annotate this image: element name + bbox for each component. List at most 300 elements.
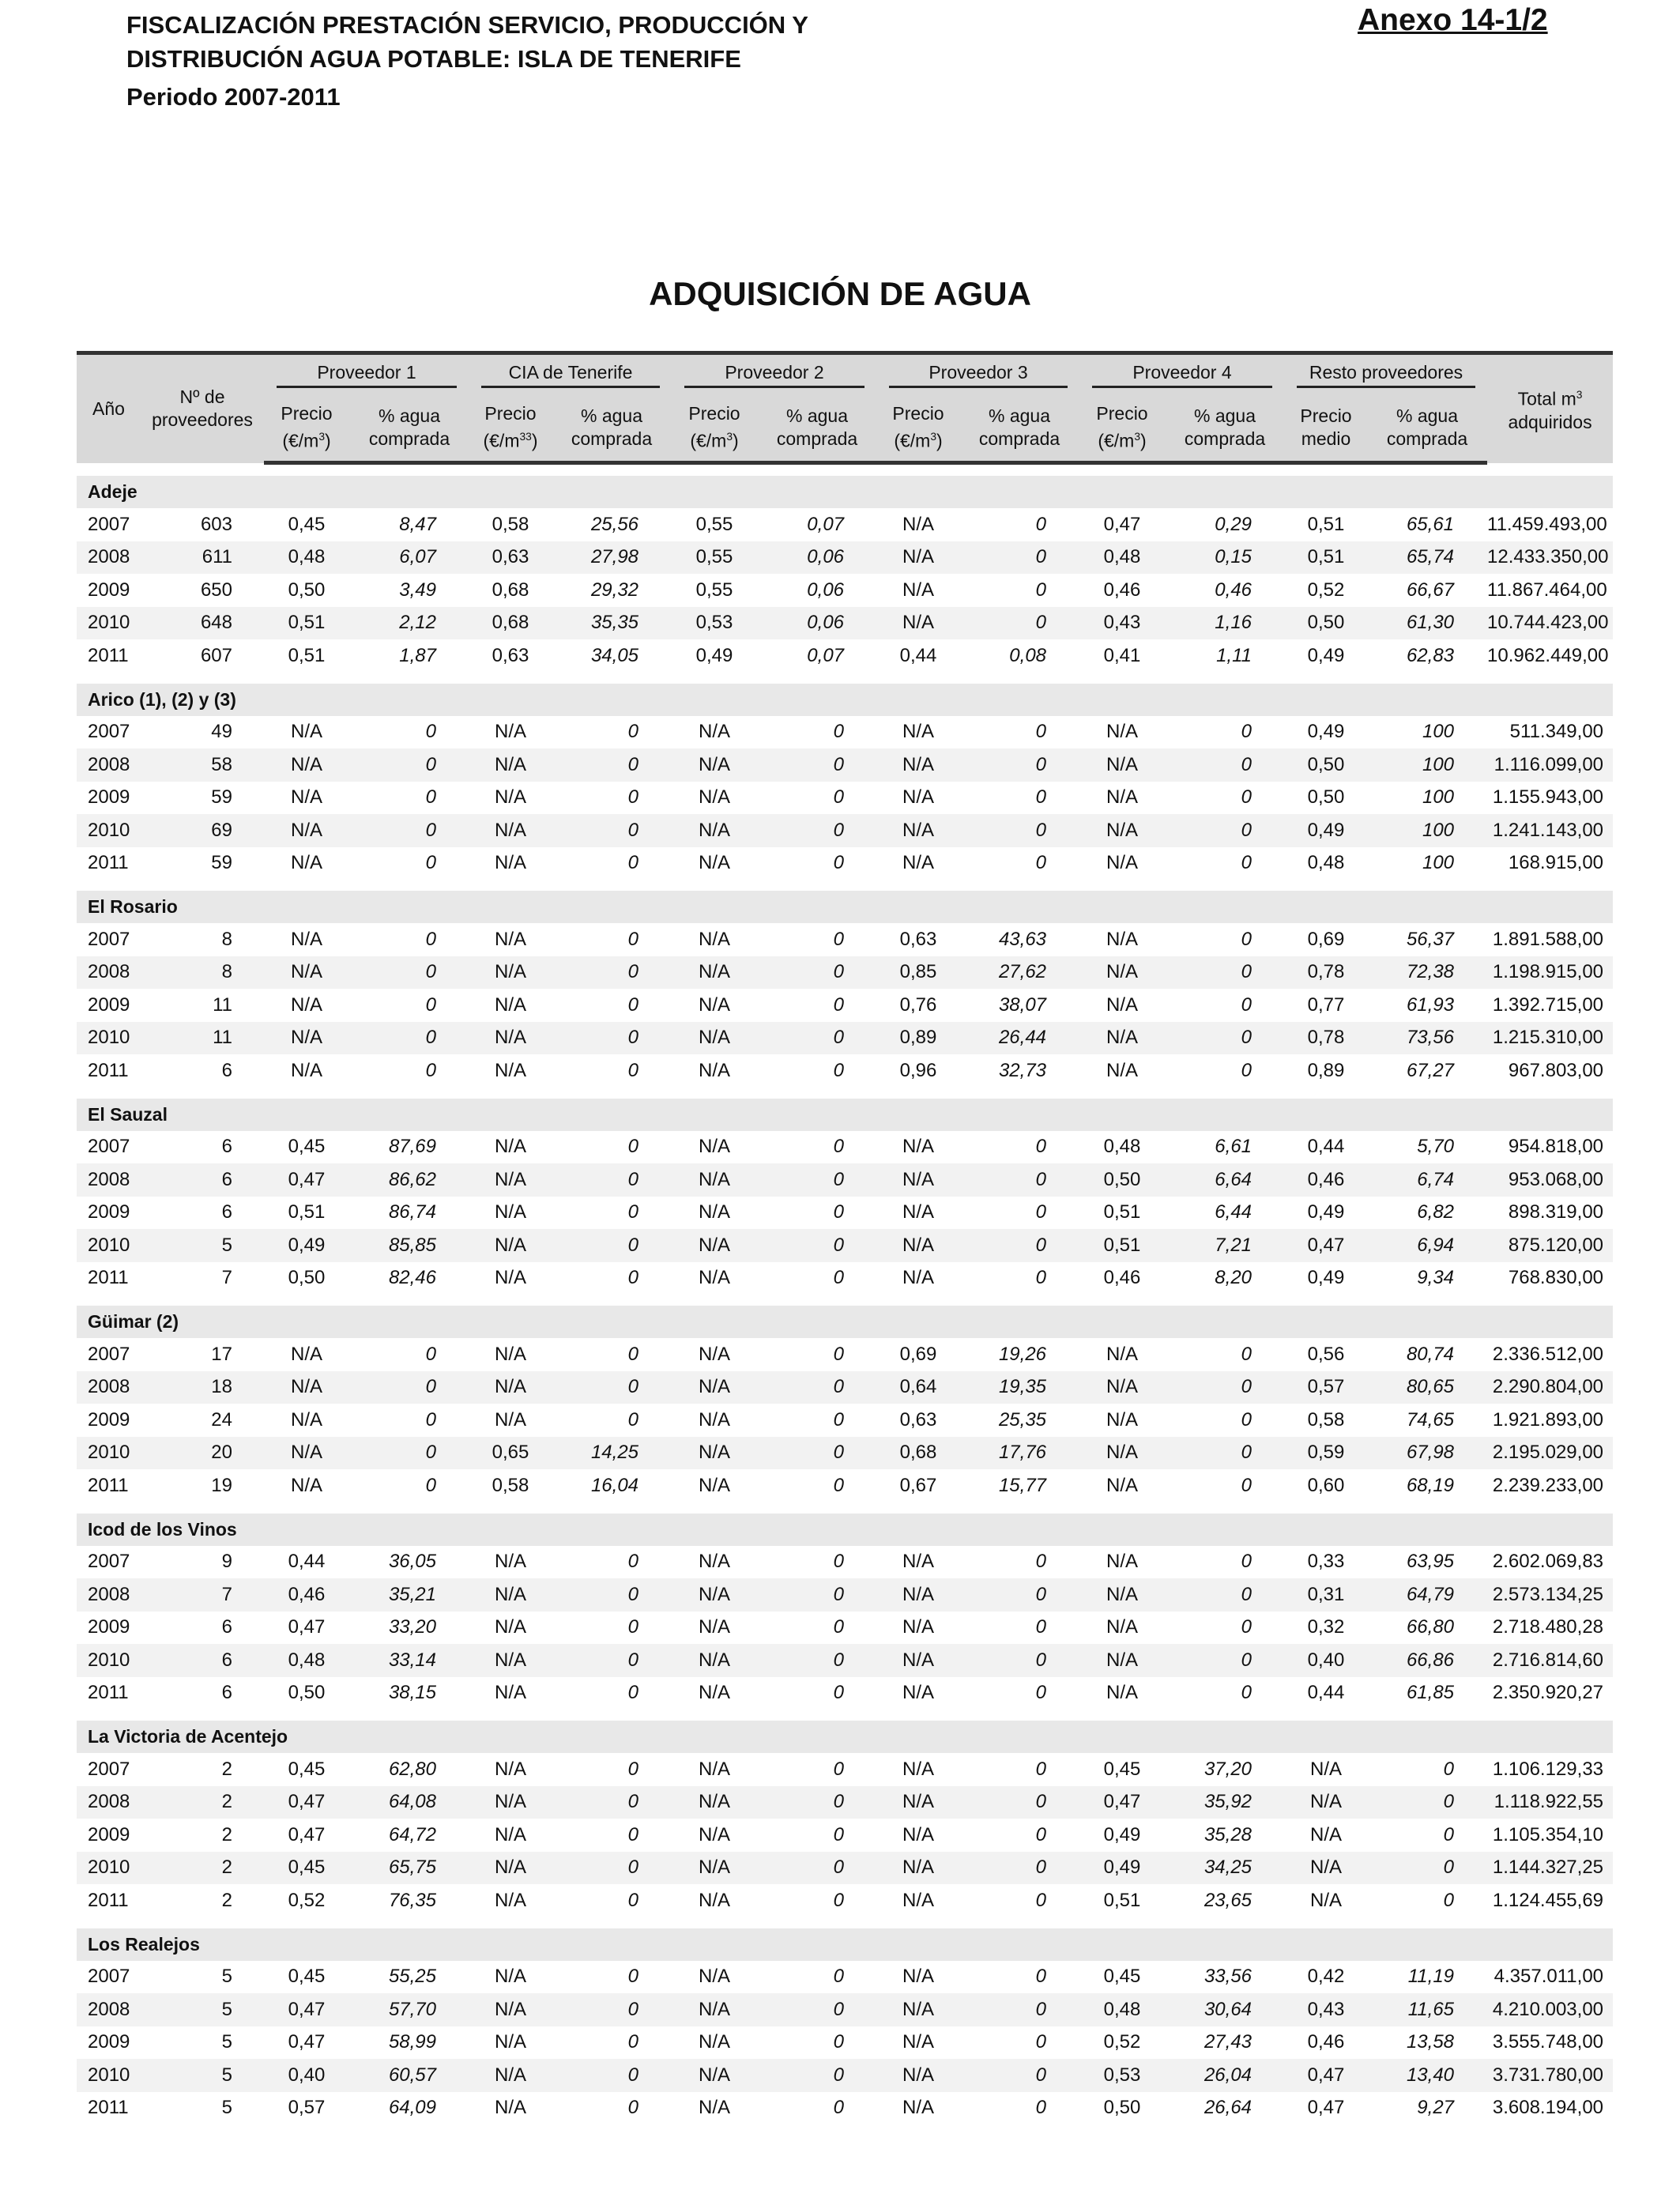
total-cell: 1.116.099,00 bbox=[1487, 748, 1613, 782]
percent-cell: 0 bbox=[1241, 928, 1252, 950]
table-row bbox=[77, 1022, 1613, 1055]
price-cell: N/A bbox=[494, 721, 526, 743]
percent-cell: 14,25 bbox=[552, 1437, 672, 1470]
section-row bbox=[77, 1514, 1613, 1546]
percent-cell: 0 bbox=[627, 1267, 639, 1289]
price-cell: 0,64 bbox=[877, 1371, 959, 1404]
price-cell: 0,47 bbox=[1285, 2059, 1367, 2092]
price-cell: N/A bbox=[1106, 1059, 1139, 1081]
percent-cell: 9,27 bbox=[1417, 2097, 1455, 2119]
providers-count-cell: 6 bbox=[221, 1682, 232, 1704]
percent-cell: 2,12 bbox=[349, 607, 469, 640]
percent-cell: 33,56 bbox=[1203, 1966, 1252, 1988]
percent-cell: 0 bbox=[1241, 786, 1252, 809]
percent-cell: 33,20 bbox=[388, 1616, 436, 1638]
table-row bbox=[77, 1677, 1613, 1710]
table-row bbox=[77, 1131, 1613, 1164]
providers-count-cell: 6 bbox=[141, 1644, 264, 1677]
total-cell: 1.921.893,00 bbox=[1492, 1408, 1604, 1431]
total-cell: 768.830,00 bbox=[1508, 1267, 1604, 1289]
percent-cell: 0 bbox=[552, 814, 672, 847]
price-cell: N/A bbox=[1106, 928, 1139, 950]
year-cell: 2008 bbox=[77, 956, 141, 990]
percent-cell: 34,05 bbox=[590, 644, 639, 666]
percent-cell: 43,63 bbox=[998, 928, 1047, 950]
price-cell: N/A bbox=[902, 1136, 935, 1158]
price-cell: N/A bbox=[672, 748, 757, 782]
percent-cell: 38,15 bbox=[388, 1682, 436, 1704]
group-header-proveedor-3: Proveedor 3 bbox=[877, 353, 1079, 395]
providers-count-cell: 607 bbox=[200, 644, 232, 666]
providers-count-cell: 611 bbox=[141, 541, 264, 575]
price-cell: N/A bbox=[902, 852, 935, 874]
percent-cell: 35,28 bbox=[1203, 1823, 1252, 1845]
percent-cell: 0 bbox=[552, 1644, 672, 1677]
total-cell: 1.106.129,33 bbox=[1492, 1758, 1604, 1780]
percent-cell: 0 bbox=[627, 1201, 639, 1223]
price-cell: 0,45 bbox=[288, 1136, 326, 1158]
price-cell: 0,50 bbox=[1285, 748, 1367, 782]
year-cell: 2009 bbox=[88, 1823, 130, 1845]
price-cell: N/A bbox=[699, 852, 731, 874]
price-cell: N/A bbox=[494, 1889, 526, 1911]
price-cell: N/A bbox=[1106, 993, 1139, 1016]
percent-cell: 0 bbox=[757, 1578, 877, 1612]
percent-cell: 67,27 bbox=[1406, 1059, 1455, 1081]
price-cell: 0,52 bbox=[1307, 579, 1345, 601]
providers-count-cell: 19 bbox=[211, 1474, 232, 1496]
price-cell: 0,50 bbox=[1103, 2097, 1141, 2119]
price-cell: 0,59 bbox=[1285, 1437, 1367, 1470]
total-cell: 967.803,00 bbox=[1508, 1059, 1604, 1081]
percent-cell: 0 bbox=[1035, 786, 1047, 809]
price-cell: N/A bbox=[1079, 1644, 1165, 1677]
percent-cell: 0 bbox=[1165, 1371, 1285, 1404]
percent-cell: 0 bbox=[552, 748, 672, 782]
price-cell: N/A bbox=[494, 852, 526, 874]
price-cell: 0,49 bbox=[1307, 721, 1345, 743]
providers-count-cell: 18 bbox=[141, 1371, 264, 1404]
table-row bbox=[77, 2059, 1613, 2092]
price-cell: N/A bbox=[264, 1437, 349, 1470]
percent-cell: 72,38 bbox=[1367, 956, 1487, 990]
percent-cell: 65,61 bbox=[1406, 513, 1455, 535]
section-row bbox=[77, 1099, 1613, 1131]
percent-cell: 0 bbox=[833, 786, 845, 809]
municipality-name: La Victoria de Acentejo bbox=[77, 1721, 1613, 1753]
municipality-name: Adeje bbox=[77, 476, 1613, 508]
price-cell: N/A bbox=[699, 1682, 731, 1704]
price-cell: N/A bbox=[290, 1408, 322, 1431]
year-cell: 2009 bbox=[88, 1201, 130, 1223]
percent-cell: 0 bbox=[1165, 1437, 1285, 1470]
price-cell: 0,45 bbox=[264, 1852, 349, 1885]
total-cell: 1.215.310,00 bbox=[1487, 1022, 1613, 1055]
table-row bbox=[77, 814, 1613, 847]
price-cell: N/A bbox=[672, 1437, 757, 1470]
price-cell: 0,51 bbox=[288, 644, 326, 666]
percent-cell: 0 bbox=[833, 1682, 845, 1704]
table-row bbox=[77, 1437, 1613, 1470]
percent-cell: 0 bbox=[627, 721, 639, 743]
percent-cell: 29,32 bbox=[590, 579, 639, 601]
price-cell: 0,63 bbox=[492, 644, 529, 666]
percent-cell: 0 bbox=[757, 1437, 877, 1470]
price-cell: 0,50 bbox=[288, 1267, 326, 1289]
percent-cell: 7,21 bbox=[1165, 1229, 1285, 1262]
percent-cell: 23,65 bbox=[1203, 1889, 1252, 1911]
percent-cell: 64,09 bbox=[388, 2097, 436, 2119]
percent-cell: 0 bbox=[552, 956, 672, 990]
table-row bbox=[77, 2092, 1613, 2125]
price-cell: N/A bbox=[1079, 1437, 1165, 1470]
providers-count-cell: 603 bbox=[200, 513, 232, 535]
section-row bbox=[77, 891, 1613, 923]
price-cell: N/A bbox=[494, 2097, 526, 2119]
year-cell: 2011 bbox=[88, 1682, 129, 1704]
percent-cell: 0 bbox=[1241, 1616, 1252, 1638]
price-cell: N/A bbox=[699, 928, 731, 950]
price-cell: 0,42 bbox=[1307, 1966, 1345, 1988]
section-row bbox=[77, 476, 1613, 508]
price-cell: 0,49 bbox=[1307, 1201, 1345, 1223]
percent-cell: 0 bbox=[425, 1474, 436, 1496]
providers-count-cell: 650 bbox=[200, 579, 232, 601]
price-cell: 0,56 bbox=[1307, 1343, 1345, 1365]
price-cell: N/A bbox=[902, 1823, 935, 1845]
percent-cell: 0 bbox=[552, 1786, 672, 1819]
providers-count-cell: 8 bbox=[141, 956, 264, 990]
percent-cell: 36,05 bbox=[388, 1551, 436, 1573]
percent-cell: 17,76 bbox=[959, 1437, 1079, 1470]
table-row bbox=[77, 1229, 1613, 1262]
percent-cell: 0 bbox=[425, 993, 436, 1016]
table-row bbox=[77, 1404, 1613, 1437]
percent-cell: 0 bbox=[425, 721, 436, 743]
percent-cell: 0 bbox=[425, 1059, 436, 1081]
price-cell: N/A bbox=[469, 1852, 552, 1885]
price-cell: N/A bbox=[290, 1474, 322, 1496]
percent-cell: 15,77 bbox=[998, 1474, 1047, 1496]
year-cell: 2010 bbox=[77, 607, 141, 640]
price-cell: N/A bbox=[264, 1371, 349, 1404]
percent-cell: 0 bbox=[425, 852, 436, 874]
providers-count-cell: 6 bbox=[221, 1136, 232, 1158]
price-cell: 0,44 bbox=[288, 1551, 326, 1573]
price-cell: N/A bbox=[699, 1758, 731, 1780]
percent-cell: 0 bbox=[833, 1551, 845, 1573]
price-cell: N/A bbox=[1106, 786, 1139, 809]
price-cell: N/A bbox=[902, 2031, 935, 2053]
percent-cell: 74,65 bbox=[1406, 1408, 1455, 1431]
price-cell: N/A bbox=[699, 1889, 731, 1911]
price-cell: 0,50 bbox=[288, 579, 326, 601]
price-cell: N/A bbox=[672, 1786, 757, 1819]
price-cell: N/A bbox=[290, 852, 322, 874]
price-cell: N/A bbox=[290, 1343, 322, 1365]
percent-cell: 0 bbox=[1443, 1889, 1455, 1911]
total-cell: 898.319,00 bbox=[1508, 1201, 1604, 1223]
providers-count-cell: 7 bbox=[141, 1578, 264, 1612]
price-subheader: Precio $(€/m^3)$ bbox=[264, 394, 349, 463]
percent-subheader: % agua comprada bbox=[757, 394, 877, 463]
percent-cell: 0 bbox=[627, 1408, 639, 1431]
price-cell: 0,67 bbox=[899, 1474, 937, 1496]
price-cell: N/A bbox=[672, 1163, 757, 1197]
total-cell: 10.962.449,00 bbox=[1487, 644, 1609, 666]
table-row bbox=[77, 639, 1613, 673]
percent-cell: 0 bbox=[425, 786, 436, 809]
percent-cell: 61,85 bbox=[1406, 1682, 1455, 1704]
report-period: Periodo 2007-2011 bbox=[126, 83, 341, 111]
percent-cell: 64,72 bbox=[388, 1823, 436, 1845]
percent-cell: 0 bbox=[1035, 2097, 1047, 2119]
percent-cell: 0 bbox=[627, 2031, 639, 2053]
price-cell: 0,48 bbox=[264, 1644, 349, 1677]
percent-cell: 0 bbox=[552, 1993, 672, 2026]
price-cell: N/A bbox=[494, 993, 526, 1016]
percent-cell: 0 bbox=[1241, 1551, 1252, 1573]
price-cell: N/A bbox=[1310, 1823, 1343, 1845]
price-cell: 0,44 bbox=[899, 644, 937, 666]
year-cell: 2010 bbox=[77, 1022, 141, 1055]
percent-cell: 0 bbox=[552, 1022, 672, 1055]
price-cell: 0,49 bbox=[1079, 1852, 1165, 1885]
price-cell: 0,65 bbox=[469, 1437, 552, 1470]
percent-cell: 0 bbox=[833, 1966, 845, 1988]
price-cell: 0,49 bbox=[1307, 644, 1345, 666]
percent-cell: 86,74 bbox=[388, 1201, 436, 1223]
percent-cell: 1,16 bbox=[1165, 607, 1285, 640]
percent-cell: 0 bbox=[1241, 1408, 1252, 1431]
percent-cell: 0 bbox=[1035, 513, 1047, 535]
providers-count-cell: 6 bbox=[221, 1201, 232, 1223]
percent-cell: 0 bbox=[833, 1758, 845, 1780]
providers-count-cell: 2 bbox=[221, 1823, 232, 1845]
price-cell: N/A bbox=[699, 2097, 731, 2119]
percent-subheader: % agua comprada bbox=[959, 394, 1079, 463]
percent-cell: 0 bbox=[833, 928, 845, 950]
year-cell: 2008 bbox=[77, 1578, 141, 1612]
percent-cell: 0,06 bbox=[757, 541, 877, 575]
price-cell: 0,49 bbox=[1307, 1267, 1345, 1289]
price-cell: N/A bbox=[1106, 1343, 1139, 1365]
providers-count-cell: 49 bbox=[211, 721, 232, 743]
price-cell: N/A bbox=[877, 1163, 959, 1197]
percent-cell: 11,19 bbox=[1407, 1966, 1455, 1988]
price-cell: 0,48 bbox=[1103, 1136, 1141, 1158]
price-cell: N/A bbox=[877, 1644, 959, 1677]
price-cell: N/A bbox=[699, 1343, 731, 1365]
price-cell: N/A bbox=[264, 956, 349, 990]
price-cell: N/A bbox=[672, 1993, 757, 2026]
percent-cell: 85,85 bbox=[349, 1229, 469, 1262]
table-row bbox=[77, 574, 1613, 607]
percent-cell: 0,46 bbox=[1215, 579, 1252, 601]
total-cell: 954.818,00 bbox=[1508, 1136, 1604, 1158]
price-cell: N/A bbox=[264, 814, 349, 847]
total-cell: 953.068,00 bbox=[1487, 1163, 1613, 1197]
total-cell: 1.891.588,00 bbox=[1492, 928, 1604, 950]
price-cell: N/A bbox=[699, 1267, 731, 1289]
price-cell: N/A bbox=[699, 993, 731, 1016]
providers-count-header: Nº de proveedores bbox=[141, 353, 264, 463]
total-cell: 1.105.354,10 bbox=[1492, 1823, 1604, 1845]
price-cell: N/A bbox=[494, 1823, 526, 1845]
price-cell: 0,51 bbox=[1103, 1201, 1141, 1223]
percent-cell: 0 bbox=[627, 852, 639, 874]
year-column-header: Año bbox=[77, 353, 141, 463]
price-cell: N/A bbox=[699, 786, 731, 809]
percent-cell: 0 bbox=[757, 1022, 877, 1055]
year-cell: 2010 bbox=[77, 1852, 141, 1885]
price-cell: N/A bbox=[699, 1551, 731, 1573]
price-cell: 0,51 bbox=[1103, 1889, 1141, 1911]
group-header-proveedor-2: Proveedor 2 bbox=[672, 353, 877, 395]
price-cell: N/A bbox=[494, 786, 526, 809]
year-cell: 2007 bbox=[88, 513, 130, 535]
price-cell: N/A bbox=[1079, 1371, 1165, 1404]
percent-cell: 0 bbox=[1035, 2031, 1047, 2053]
table-row bbox=[77, 923, 1613, 956]
percent-cell: 0 bbox=[1165, 1022, 1285, 1055]
percent-cell: 8,47 bbox=[399, 513, 436, 535]
percent-cell: 0 bbox=[1035, 1136, 1047, 1158]
price-cell: N/A bbox=[699, 1823, 731, 1845]
price-cell: 0,45 bbox=[288, 513, 326, 535]
percent-cell: 0 bbox=[1165, 748, 1285, 782]
percent-cell: 0 bbox=[1241, 1682, 1252, 1704]
percent-cell: 0 bbox=[833, 852, 845, 874]
percent-cell: 0 bbox=[833, 1136, 845, 1158]
percent-cell: 0 bbox=[1241, 721, 1252, 743]
percent-cell: 60,57 bbox=[349, 2059, 469, 2092]
table-row bbox=[77, 1054, 1613, 1088]
percent-cell: 34,25 bbox=[1165, 1852, 1285, 1885]
percent-cell: 6,07 bbox=[349, 541, 469, 575]
percent-cell: 19,26 bbox=[998, 1343, 1047, 1365]
price-cell: 0,85 bbox=[877, 956, 959, 990]
percent-cell: 0 bbox=[627, 993, 639, 1016]
year-cell: 2008 bbox=[77, 1786, 141, 1819]
price-cell: N/A bbox=[699, 1474, 731, 1496]
total-cell: 2.350.920,27 bbox=[1492, 1682, 1604, 1704]
percent-cell: 65,75 bbox=[349, 1852, 469, 1885]
percent-cell: 3,49 bbox=[399, 579, 436, 601]
percent-cell: 25,35 bbox=[998, 1408, 1047, 1431]
percent-cell: 16,04 bbox=[590, 1474, 639, 1496]
percent-cell: 0 bbox=[627, 1682, 639, 1704]
table-row bbox=[77, 1262, 1613, 1295]
price-subheader: Precio $(€/m^3)$ bbox=[672, 394, 757, 463]
percent-cell: 25,56 bbox=[590, 513, 639, 535]
percent-cell: 66,86 bbox=[1367, 1644, 1487, 1677]
percent-cell: 30,64 bbox=[1165, 1993, 1285, 2026]
price-cell: N/A bbox=[699, 2031, 731, 2053]
price-cell: N/A bbox=[469, 1644, 552, 1677]
percent-cell: 0 bbox=[959, 1993, 1079, 2026]
providers-count-cell: 17 bbox=[211, 1343, 232, 1365]
price-cell: 0,33 bbox=[1307, 1551, 1345, 1573]
percent-cell: 27,98 bbox=[552, 541, 672, 575]
providers-count-cell: 59 bbox=[211, 786, 232, 809]
price-cell: 0,58 bbox=[492, 1474, 529, 1496]
year-cell: 2008 bbox=[77, 748, 141, 782]
price-cell: N/A bbox=[902, 1616, 935, 1638]
percent-cell: 35,92 bbox=[1165, 1786, 1285, 1819]
price-cell: 0,55 bbox=[695, 513, 733, 535]
percent-cell: 33,14 bbox=[349, 1644, 469, 1677]
percent-cell: 6,44 bbox=[1215, 1201, 1252, 1223]
price-cell: 0,31 bbox=[1285, 1578, 1367, 1612]
percent-cell: 58,99 bbox=[388, 2031, 436, 2053]
providers-count-cell: 2 bbox=[141, 1786, 264, 1819]
price-cell: N/A bbox=[469, 1022, 552, 1055]
price-cell: N/A bbox=[672, 814, 757, 847]
price-cell: 0,52 bbox=[1103, 2031, 1141, 2053]
price-cell: 0,44 bbox=[1307, 1682, 1345, 1704]
price-cell: N/A bbox=[877, 1578, 959, 1612]
price-cell: 0,47 bbox=[1079, 1786, 1165, 1819]
price-cell: 0,57 bbox=[1285, 1371, 1367, 1404]
price-cell: 0,78 bbox=[1285, 1022, 1367, 1055]
table-row bbox=[77, 1338, 1613, 1371]
percent-cell: 0 bbox=[833, 721, 845, 743]
percent-cell: 0 bbox=[627, 1616, 639, 1638]
percent-cell: 0 bbox=[757, 1644, 877, 1677]
price-cell: N/A bbox=[264, 1022, 349, 1055]
percent-cell: 0 bbox=[349, 1437, 469, 1470]
total-cell: 1.198.915,00 bbox=[1487, 956, 1613, 990]
providers-count-cell: 2 bbox=[221, 1758, 232, 1780]
price-cell: 0,55 bbox=[672, 541, 757, 575]
year-cell: 2007 bbox=[88, 928, 130, 950]
percent-cell: 0 bbox=[627, 1966, 639, 1988]
price-cell: 0,47 bbox=[264, 1993, 349, 2026]
percent-cell: 11,65 bbox=[1367, 1993, 1487, 2026]
percent-cell: 0 bbox=[1241, 1059, 1252, 1081]
price-cell: N/A bbox=[469, 1993, 552, 2026]
municipality-name: El Sauzal bbox=[77, 1099, 1613, 1131]
percent-cell: 0 bbox=[959, 1852, 1079, 1885]
price-cell: N/A bbox=[494, 1966, 526, 1988]
price-cell: 0,55 bbox=[695, 579, 733, 601]
price-cell: N/A bbox=[1079, 1578, 1165, 1612]
table-row bbox=[77, 2026, 1613, 2060]
price-cell: 0,69 bbox=[1307, 928, 1345, 950]
percent-cell: 0 bbox=[1241, 1474, 1252, 1496]
percent-cell: 0 bbox=[959, 607, 1079, 640]
table-row bbox=[77, 541, 1613, 575]
percent-cell: 0 bbox=[627, 1551, 639, 1573]
percent-cell: 0 bbox=[1165, 1578, 1285, 1612]
percent-cell: 61,30 bbox=[1367, 607, 1487, 640]
price-cell: 0,77 bbox=[1307, 993, 1345, 1016]
price-cell: N/A bbox=[877, 1852, 959, 1885]
price-cell: 0,46 bbox=[1285, 1163, 1367, 1197]
price-cell: N/A bbox=[877, 2059, 959, 2092]
section-row bbox=[77, 1306, 1613, 1338]
price-cell: N/A bbox=[1106, 1408, 1139, 1431]
price-cell: N/A bbox=[1106, 1682, 1139, 1704]
percent-cell: 6,94 bbox=[1367, 1229, 1487, 1262]
percent-cell: 0 bbox=[627, 1889, 639, 1911]
total-cell: 511.349,00 bbox=[1509, 721, 1604, 743]
percent-cell: 0 bbox=[627, 2097, 639, 2119]
percent-cell: 6,61 bbox=[1215, 1136, 1252, 1158]
percent-cell: 0 bbox=[757, 814, 877, 847]
providers-count-cell: 2 bbox=[141, 1852, 264, 1885]
